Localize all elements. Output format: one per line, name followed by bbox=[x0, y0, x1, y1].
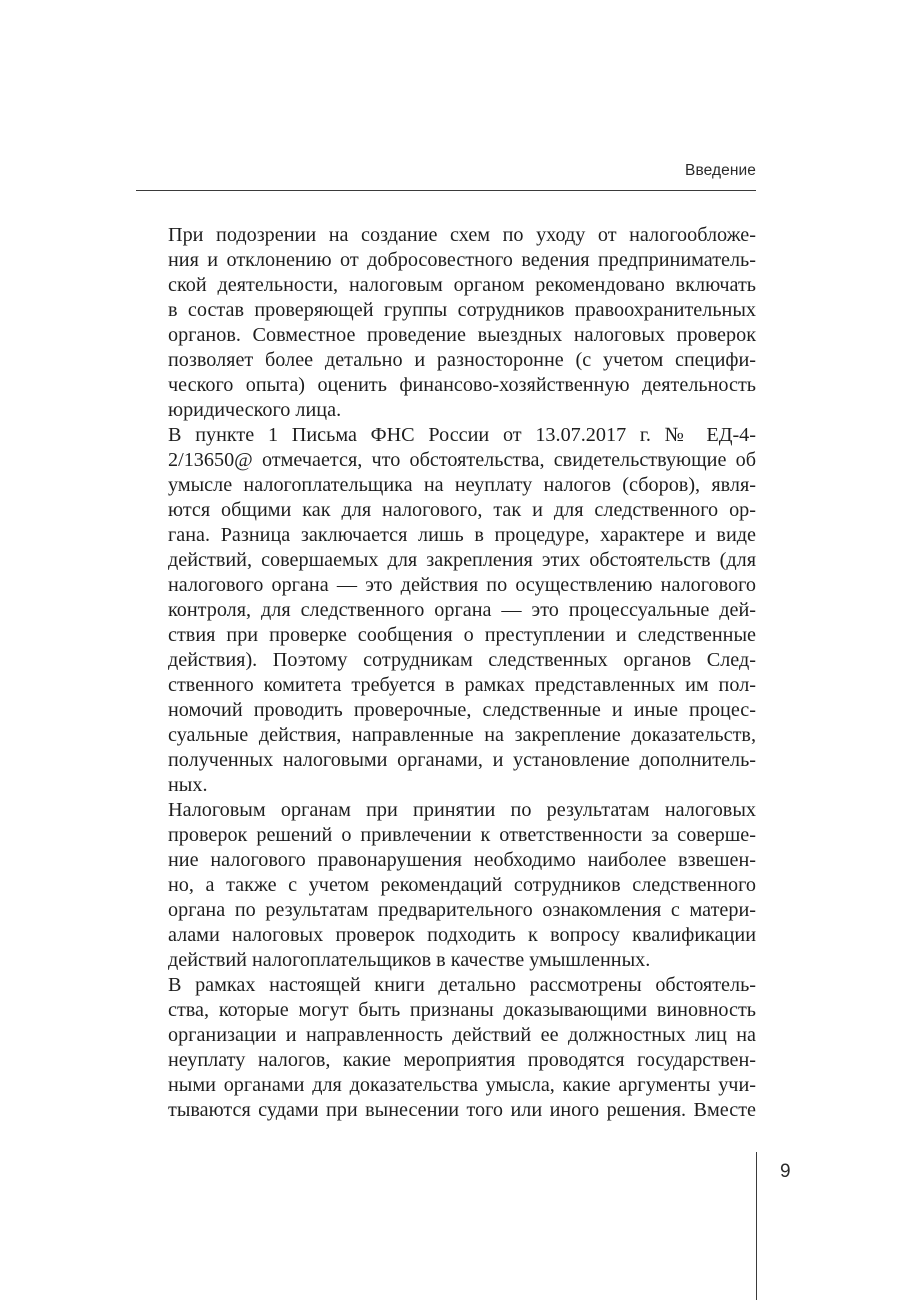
text-line: умысле налогоплательщика на неуплату налогов (сборов), явля- bbox=[168, 474, 756, 496]
text-line: В пункте 1 Письма ФНС России от 13.07.2017 г. № ЕД-4- bbox=[168, 424, 756, 446]
text-line: ются общими как для налогового, так и для следственного ор- bbox=[168, 499, 756, 521]
text-line: контроля, для следственного органа — это процессуальные дей- bbox=[168, 599, 756, 621]
text-line: ных. bbox=[168, 774, 208, 796]
text-line: органа по результатам предварительного ознакомления с матери- bbox=[168, 899, 756, 921]
text-line: ными органами для доказательства умысла, какие аргументы учи- bbox=[168, 1074, 756, 1096]
text-line: тываются судами при вынесении того или иного решения. Вместе bbox=[168, 1099, 756, 1121]
text-line: в состав проверяющей группы сотрудников правоохранительных bbox=[168, 299, 756, 321]
text-line: ственного комитета требуется в рамках представленных им пол- bbox=[168, 674, 756, 696]
text-line: действия). Поэтому сотрудникам следственных органов След- bbox=[168, 649, 756, 671]
text-line: Налоговым органам при принятии по результатам налоговых bbox=[168, 799, 756, 821]
text-line: ской деятельности, налоговым органом рекомендовано включать bbox=[168, 274, 756, 296]
text-line: позволяет более детально и разносторонне (с учетом специфи- bbox=[168, 349, 756, 371]
text-line: суальные действия, направленные на закрепление доказательств, bbox=[168, 724, 756, 746]
paragraph-2 bbox=[136, 423, 756, 798]
text-line: налогового органа — это действия по осуществлению налогового bbox=[168, 574, 756, 596]
text-line: неуплату налогов, какие мероприятия проводятся государствен- bbox=[168, 1049, 756, 1071]
text-line: номочий проводить проверочные, следственные и иные процес- bbox=[168, 699, 756, 721]
text-line: ческого опыта) оценить финансово-хозяйственную деятельность bbox=[168, 374, 756, 396]
body-text bbox=[136, 223, 756, 1123]
text-line: ствия при проверке сообщения о преступлении и следственные bbox=[168, 624, 756, 646]
text-line: но, а также с учетом рекомендаций сотрудников следственного bbox=[168, 874, 756, 896]
text-line: В рамках настоящей книги детально рассмотрены обстоятель- bbox=[168, 974, 756, 996]
text-line: действий налогоплательщиков в качестве умышленных. bbox=[168, 949, 651, 971]
text-line: полученных налоговыми органами, и установление дополнитель- bbox=[168, 749, 756, 771]
text-line: ства, которые могут быть признаны доказывающими виновность bbox=[168, 999, 756, 1021]
text-line: органов. Совместное проведение выездных налоговых проверок bbox=[168, 324, 756, 346]
text-line: действий, совершаемых для закрепления этих обстоятельств (для bbox=[168, 549, 756, 571]
running-head-title: Введение bbox=[685, 162, 756, 179]
text-line: алами налоговых проверок подходить к вопросу квалификации bbox=[168, 924, 756, 946]
text-line: 2/13650@ отмечается, что обстоятельства, свидетельствующие об bbox=[168, 449, 756, 471]
paragraph-3 bbox=[136, 798, 756, 973]
header-rule bbox=[136, 190, 756, 191]
page-number: 9 bbox=[780, 1161, 791, 1182]
text-line: ние налогового правонарушения необходимо наиболее взвешен- bbox=[168, 849, 756, 871]
paragraph-4 bbox=[136, 973, 756, 1123]
page-number-rule bbox=[756, 1152, 757, 1300]
text-line: организации и направленность действий ее должностных лиц на bbox=[168, 1024, 756, 1046]
text-line: гана. Разница заключается лишь в процедуре, характере и виде bbox=[168, 524, 756, 546]
text-line: При подозрении на создание схем по уходу от налогообложе- bbox=[168, 224, 756, 246]
text-line: юридического лица. bbox=[168, 399, 342, 421]
text-line: ния и отклонению от добросовестного ведения предприниматель- bbox=[168, 249, 756, 271]
text-line: проверок решений о привлечении к ответственности за соверше- bbox=[168, 824, 756, 846]
paragraph-1 bbox=[136, 223, 756, 423]
